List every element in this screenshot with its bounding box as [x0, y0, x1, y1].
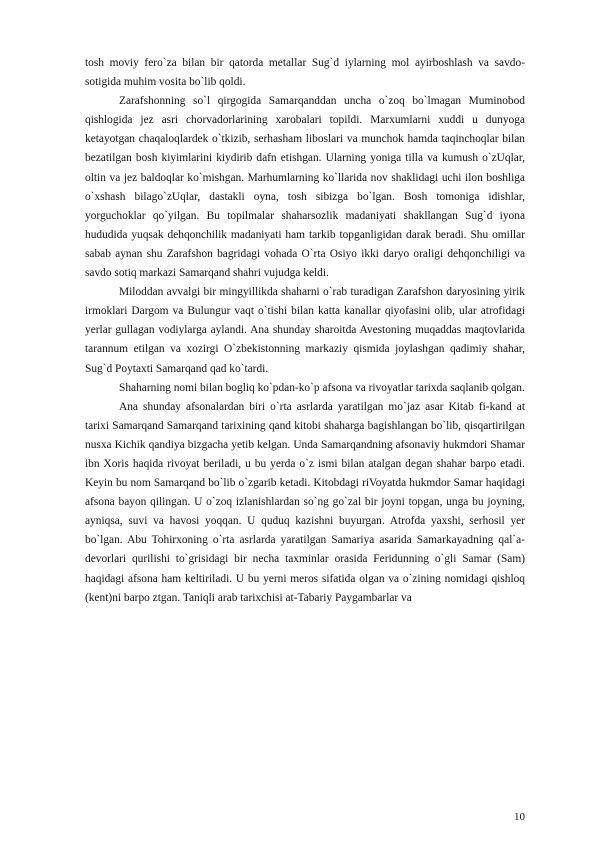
- paragraph-1: tosh moviy fero`za bilan bir qatorda metallar Sug`d iylarning mol ayirboshlash va savdo-sotigida muhim vosita bo`lib qoldi.: [85, 57, 525, 89]
- page-number: 10: [514, 811, 525, 823]
- paragraph-4: Shaharning nomi bilan bogliq ko`pdan-ko`p afsona va rivoyatlar tarixda saqlanib qolgan.: [119, 381, 525, 394]
- paragraph-3: Miloddan avvalgi bir mingyillikda shaharni o`rab turadigan Zarafshon daryosining yirik irmoklari Dargom va Bulungur vaqt o`tishi bilan katta kanallar qiyofasini olib, ular atrofidagi yerlar gullagan vodiylarga aylandi. Ana shunday sharoitda Avestoning muqaddas maqtovlarida tarannum etilgan va xozirgi O`zbekistonning markaziy qismida joylashgan qadimiy shahar, Sug`d Poytaxti Samarqand qad ko`tardi.: [85, 286, 525, 375]
- paragraph-5: Ana shunday afsonalardan biri o`rta asrlarda yaratilgan mo`jaz asar Kitab fi-kand at tarixi Samarqand Samarqand tarixining qand kitobi shaharga bagishlangan bo`lib, qisqartirilgan nusxa Kichik qandiya bizgacha yetib kelgan. Unda Samarqandning afsonaviy hukmdori Shamar ibn Xoris haqida rivoyat beriladi, u bu yerda o`z ismi bilan atalgan degan shahar barpo etadi. Keyin bu nom Samarqand bo`lib o`zgarib ketadi. Kitobdagi riVoyatda hukmdor Samar haqidagi afsona bayon qilingan. U o`zoq izlanishlardan so`ng go`zal bir joyni topgan, unga bu joyning, ayniqsa, suvi va havosi yoqqan. U quduq kazishni buyurgan. Atrofda yaxshi, serhosil yer bo`lgan. Abu Tohirxoning o`rta asrlarda yaratilgan Samariya asarida Samarkayadning qal`a- devorlari qurilishi to`grisidagi bir necha taxminlar orasida Feridunning o`gli Samar (Sam) haqidagi afsona ham keltiriladi. U bu yerni meros sifatida olgan va o`zining nomidagi qishloq (kent)ni barpo ztgan. Taniqli arab tarixchisi at-Tabariy Paygambarlar va: [85, 400, 525, 604]
- paragraph-2: Zarafshonning so`l qirgogida Samarqanddan uncha o`zoq bo`lmagan Muminobod qishlogida jez asri chorvadorlarining xarobalari topildi. Marxumlarni xuddi u dunyoga ketayotgan chaqaloqlardek o`tkizib, serhasham liboslari va munchok hamda taqinchoqlar bilan bezatilgan bosh kiyimlarini kiydirib dafn etishgan. Ularning yoniga tilla va kumush o`zUqlar, oltin va jez baldoqlar ko`mishgan. Marhumlarning ko`llarida nov shaklidagi uchi ilon boshliga o`xshash bilago`zUqlar, dastakli oyna, tosh sibizga bo`lgan. Bosh tomoniga idishlar, yorguchoklar qo`yilgan. Bu topilmalar shaharsozlik madaniyati shakllangan Sug`d iyona hududida yuqsak dehqonchilik madaniyati ham tarkib topganligidan darak beradi. Shu omillar sabab aynan shu Zarafshon bagridagi vohada O`rta Osiyo ikki daryo oraligi dehqonchiligi va savdo sotiq markazi Samarqand shahri vujudga keldi.: [85, 95, 525, 280]
- document-body: [85, 54, 525, 608]
